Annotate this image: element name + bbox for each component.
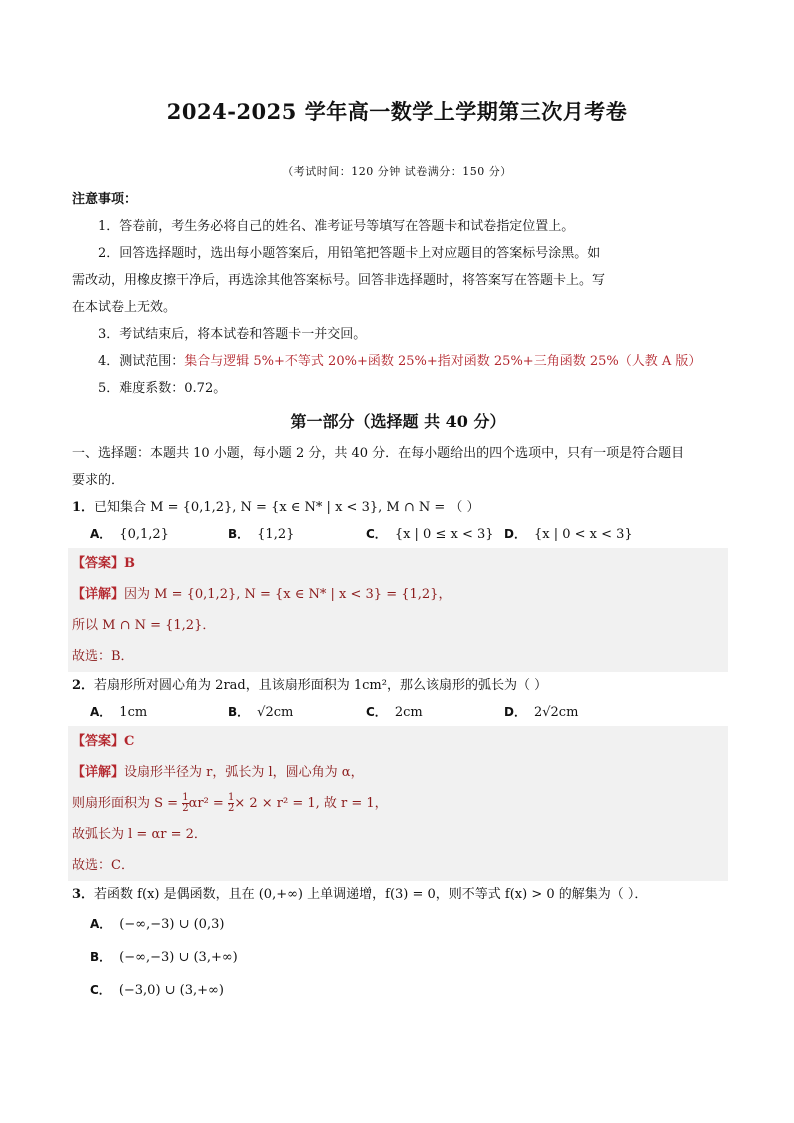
option-a: A． 1cm: [90, 705, 148, 720]
question-1-options: [72, 521, 724, 548]
notice-scope: [72, 348, 724, 375]
question-1: [72, 494, 724, 521]
scope-prefix: 4．测试范围：: [98, 354, 185, 369]
question-3: [72, 881, 724, 908]
section-title: 第一部分（选择题 共 40 分）: [290, 412, 506, 431]
question-1-answer-block: [68, 548, 728, 672]
question-number: 1．: [72, 500, 95, 515]
fraction: $\frac{1}{2}$: [182, 792, 189, 814]
option-a: A． (−∞,−3) ∪ (0,3): [90, 917, 225, 932]
question-2: [72, 672, 724, 699]
question-2-options: [72, 699, 724, 726]
option-c: C． 2cm: [366, 705, 423, 720]
detail-line: 故弧长为 l = αr = 2．: [72, 827, 207, 842]
page-title: 2024-2025 学年高一数学上学期第三次月考卷: [166, 99, 628, 124]
question-stem: 若扇形所对圆心角为 2rad，且该扇形面积为 1cm²，那么该扇形的弧长为（ ）: [94, 678, 548, 693]
fraction: $\frac{1}{2}$: [227, 792, 235, 814]
scope-text: 集合与逻辑 5%+不等式 20%+函数 25%+指对函数 25%+三角函数 25%（人教 A 版）: [184, 354, 702, 369]
option-c: C． (−3,0) ∪ (3,+∞): [90, 983, 224, 998]
question-stem: 若函数 f(x) 是偶函数，且在 (0,+∞) 上单调递增，f(3) = 0，则不等式 f(x) > 0 的解集为（ ）．: [94, 887, 648, 902]
notice-item: 在本试卷上无效。: [72, 300, 177, 315]
detail-line-area: 则扇形面积为 S = $\frac{1}{2}$ αr² = $\frac{1}{2}$ × 2 × r² = 1, 故 r = 1，: [72, 792, 388, 814]
option-b: B． {1,2}: [228, 527, 295, 542]
instruction-line: 要求的．: [72, 473, 125, 488]
instruction-line: 一、选择题：本题共 10 小题，每小题 2 分，共 40 分．在每小题给出的四个选项中，只有一项是符合题目: [72, 446, 685, 461]
option-b: B． √2cm: [228, 705, 294, 720]
detail-line: 故选：B．: [72, 649, 134, 664]
answer-line: 【答案】C: [72, 734, 135, 749]
detail-line: 【详解】因为 M = {0,1,2}, N = {x ∈ N* | x < 3} = {1,2}，: [72, 587, 452, 602]
notice-item: 1．答卷前，考生务必将自己的姓名、准考证号等填写在答题卡和试卷指定位置上。: [98, 219, 575, 234]
answer-line: 【答案】B: [72, 556, 136, 571]
question-number: 3．: [72, 887, 95, 902]
detail-line: 【详解】设扇形半径为 r，弧长为 l，圆心角为 α，: [72, 765, 364, 780]
detail-line: 故选：C．: [72, 858, 134, 873]
question-number: 2．: [72, 678, 95, 693]
question-stem: 已知集合 M = {0,1,2}, N = {x ∈ N* | x < 3}, M ∩ N = （ ）: [94, 500, 480, 515]
option-c: C． {x | 0 ≤ x < 3}: [366, 527, 494, 542]
option-d: D． 2√2cm: [504, 705, 579, 720]
detail-line: 所以 M ∩ N = {1,2}．: [72, 618, 216, 633]
page-content: [72, 186, 724, 1007]
notice-item: 需改动，用橡皮擦干净后，再选涂其他答案标号。回答非选择题时，将答案写在答题卡上。写: [72, 273, 606, 288]
notice-item: 3．考试结束后，将本试卷和答题卡一并交回。: [98, 327, 367, 342]
question-3-options: [72, 908, 724, 1007]
notice-item: 2．回答选择题时，选出每小题答案后，用铅笔把答题卡上对应题目的答案标号涂黑。如: [98, 246, 601, 261]
exam-info: （考试时间：120 分钟 试卷满分：150 分）: [282, 165, 512, 178]
option-d: D． {x | 0 < x < 3}: [504, 527, 633, 542]
notice-difficulty: 5．难度系数：0.72。: [98, 381, 227, 396]
question-2-answer-block: [68, 726, 728, 881]
option-b: B． (−∞,−3) ∪ (3,+∞): [90, 950, 238, 965]
notice-heading: 注意事项：: [72, 192, 138, 207]
option-a: A． {0,1,2}: [90, 527, 169, 542]
